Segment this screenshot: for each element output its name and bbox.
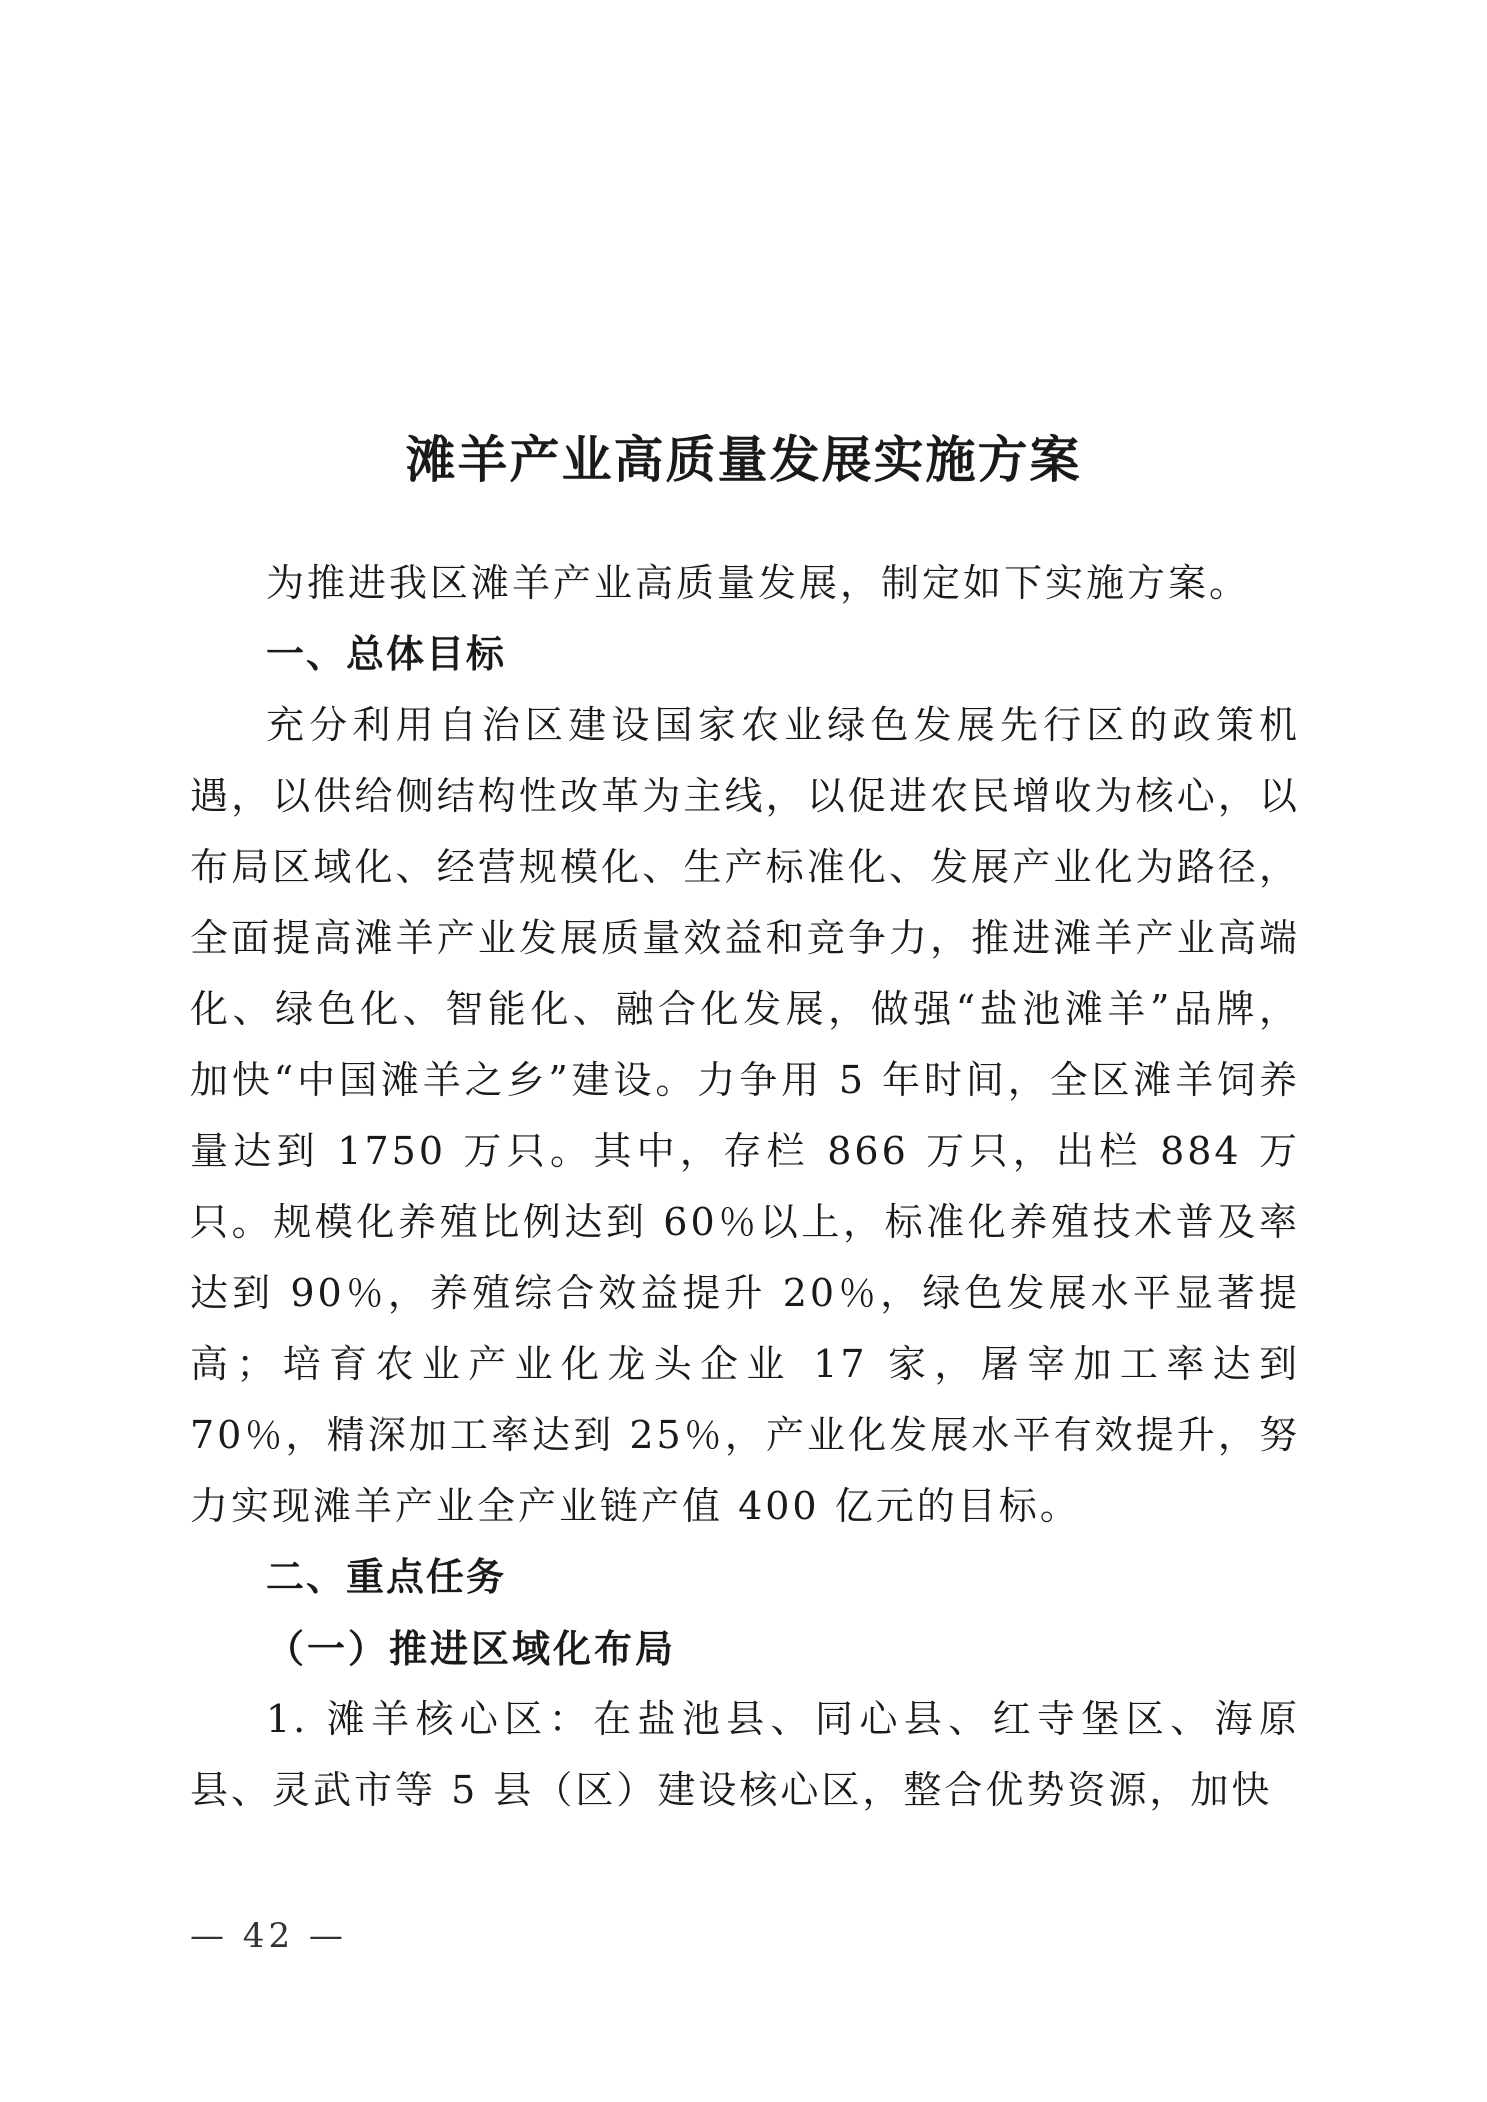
core-area-paragraph: 1. 滩羊核心区：在盐池县、同心县、红寺堡区、海原县、灵武市等 5 县（区）建设核心区，整合优势资源，加快: [190, 1697, 1300, 1812]
section-heading-key-tasks: 二、重点任务: [266, 1555, 507, 1599]
section-heading-overall-goals: 一、总体目标: [266, 632, 507, 676]
document-body: [190, 548, 1300, 1826]
page-number: — 42 —: [190, 1916, 347, 1956]
intro-paragraph: 为推进我区滩羊产业高质量发展，制定如下实施方案。: [266, 561, 1251, 605]
document-title: 滩羊产业高质量发展实施方案: [405, 431, 1082, 489]
subsection-heading-regional-layout: （一）推进区域化布局: [266, 1626, 677, 1671]
overall-goals-paragraph: 充分利用自治区建设国家农业绿色发展先行区的政策机遇，以供给侧结构性改革为主线，以促进农民增收为核心，以布局区域化、经营规模化、生产标准化、发展产业化为路径，全面提高滩羊产业发展质量效益和竞争力，推进滩羊产业高端化、绿色化、智能化、融合化发展，做强“盐池滩羊”品牌，加快“中国滩羊之乡”建设。力争用 5 年时间，全区滩羊饲养量达到 1750 万只。其中，存栏 866 万只，出栏 884 万只。规模化养殖比例达到 60％以上，标准化养殖技术普及率达到 90％，养殖综合效益提升 20％，绿色发展水平显著提高；培育农业产业化龙头企业 17 家，屠宰加工率达到 70％，精深加工率达到 25％，产业化发展水平有效提升，努力实现滩羊产业全产业链产值 400 亿元的目标。: [190, 703, 1300, 1528]
